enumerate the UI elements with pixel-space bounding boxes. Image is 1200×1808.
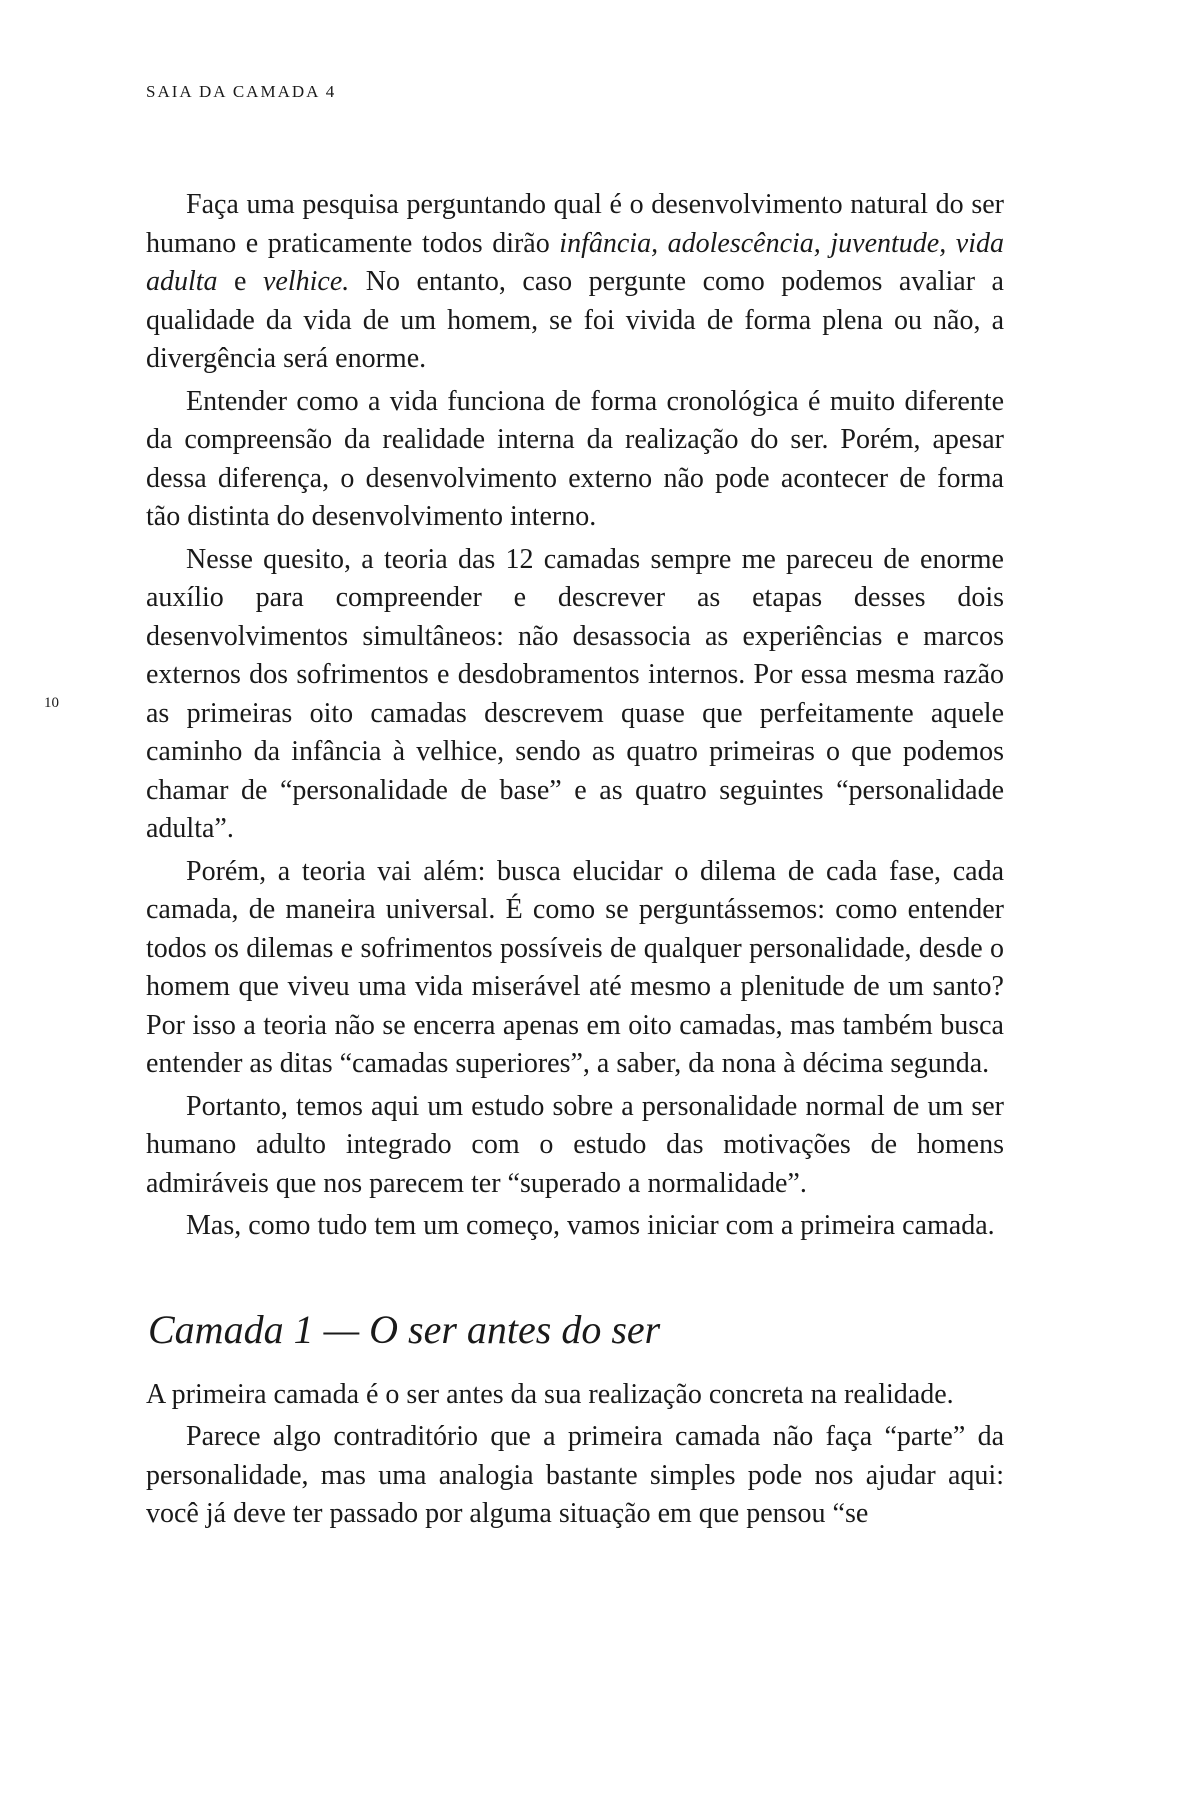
paragraph-1-italic-velhice: velhice. — [262, 266, 350, 297]
paragraph-3: Nesse quesito, a teoria das 12 camadas sempre me pareceu de enorme auxílio para compreender e descrever as etapas desses dois desenvolvimentos simultâneos: não desassocia as experiências e marcos externos dos sofrimentos e desdobramentos internos. Por essa mesma razão as primeiras oito camadas descrevem quase que perfeitamente aquele caminho da infância à velhice, sendo as quatro primeiras o que podemos chamar de “personalidade de base” e as quatro seguintes “personalidade adulta”. — [146, 543, 1004, 844]
running-head: SAIA DA CAMADA 4 — [146, 82, 337, 101]
paragraph-1-text-end: No entanto, caso pergunte como podemos avaliar a qualidade da vida de um homem, se foi vivida de forma plena ou não, a divergência será enorme. — [146, 266, 1004, 374]
paragraph-1-text: Faça uma pesquisa perguntando qual é o desenvolvimento natural do ser humano e praticamente todos dirão — [146, 189, 1004, 259]
paragraph-4: Porém, a teoria vai além: busca elucidar o dilema de cada fase, cada camada, de maneira universal. É como se perguntássemos: como entender todos os dilemas e sofrimentos possíveis de qualquer personalidade, desde o homem que viveu uma vida miserável até mesmo a plenitude de um santo? Por isso a teoria não se encerra apenas em oito camadas, mas também busca entender as ditas “camadas superiores”, a saber, da nona à décima segunda. — [146, 855, 1004, 1079]
section-paragraph-2: Parece algo contraditório que a primeira camada não faça “parte” da personalidade, mas uma analogia bastante simples pode nos ajudar aqui: você já deve ter passado por alguma situação em que pensou “se — [146, 1421, 1004, 1529]
body-text — [146, 186, 1004, 1534]
paragraph-5: Portanto, temos aqui um estudo sobre a personalidade normal de um ser humano adulto integrado com o estudo das motivações de homens admiráveis que nos parecem ter “superado a normalidade”. — [146, 1090, 1004, 1199]
paragraph-6: Mas, como tudo tem um começo, vamos iniciar com a primeira camada. — [186, 1210, 995, 1241]
paragraph-1-conjunction: e — [217, 266, 263, 297]
section-heading: Camada 1 — O ser antes do ser — [148, 1306, 661, 1352]
paragraph-1-italic-stages: infância, adolescência, juventude, vida adulta — [146, 227, 1004, 297]
paragraph-1 — [146, 186, 1004, 379]
section-paragraph-1: A primeira camada é o ser antes da sua realização concreta na realidade. — [146, 1378, 954, 1410]
paragraph-2: Entender como a vida funciona de forma cronológica é muito diferente da compreensão da realidade interna da realização do ser. Porém, apesar dessa diferença, o desenvolvimento externo não pode acontecer de forma tão distinta do desenvolvimento interno. — [146, 385, 1004, 532]
page-number: 10 — [44, 695, 59, 711]
